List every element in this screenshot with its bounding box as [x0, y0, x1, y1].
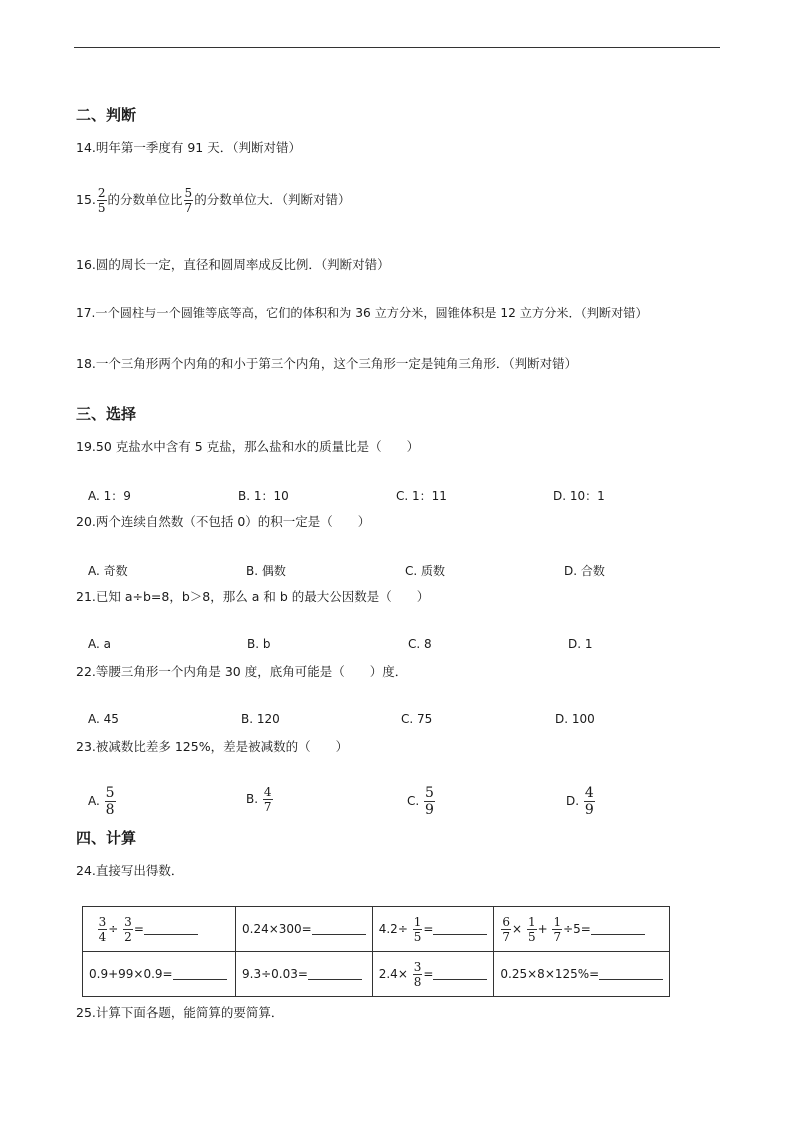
fraction-denominator: 5 — [413, 929, 422, 944]
q15-mid: 的分数单位比 — [107, 192, 183, 207]
fraction-denominator: 7 — [502, 929, 511, 944]
fraction-numerator: 1 — [413, 914, 422, 929]
answer-blank[interactable] — [312, 933, 366, 935]
table-cell[interactable] — [494, 907, 670, 952]
q21-option-c[interactable]: C. 8 — [408, 637, 432, 651]
q22-option-a[interactable]: A. 45 — [88, 712, 119, 726]
section-heading-choice: 三、选择 — [76, 405, 137, 423]
table-cell[interactable] — [83, 952, 236, 997]
answer-blank[interactable] — [433, 933, 487, 935]
q20-option-d[interactable]: D. 合数 — [564, 564, 605, 578]
fraction-1-5 — [527, 916, 537, 943]
q22-option-d[interactable]: D. 100 — [555, 712, 595, 726]
answer-blank[interactable] — [591, 933, 645, 935]
question-22: 22.等腰三角形一个内角是 30 度，底角可能是（ ）度． — [76, 664, 408, 679]
question-15 — [76, 187, 350, 214]
fraction-denominator: 9 — [584, 802, 594, 818]
equals-sign: = — [423, 921, 434, 936]
q23-option-a[interactable] — [88, 786, 117, 817]
question-18: 18.一个三角形两个内角的和小于第三个内角，这个三角形一定是钝角三角形．（判断对错） — [76, 356, 578, 371]
answer-blank[interactable] — [433, 978, 487, 980]
fraction-denominator: 5 — [97, 201, 106, 215]
fraction-4-7 — [263, 786, 273, 813]
fraction-5-7 — [184, 187, 194, 214]
section-heading-calc: 四、计算 — [76, 829, 137, 847]
q22-option-b[interactable]: B. 120 — [241, 712, 280, 726]
question-17: 17.一个圆柱与一个圆锥等底等高，它们的体积和为 36 立方分米，圆锥体积是 12 立方分米．（判断对错） — [76, 306, 648, 320]
table-row — [83, 907, 670, 952]
table-cell[interactable] — [83, 907, 236, 952]
q19-option-d[interactable]: D. 10：1 — [553, 489, 605, 503]
fraction-3-2 — [123, 916, 133, 943]
fraction-denominator: 7 — [263, 800, 272, 814]
fraction-denominator: 8 — [105, 802, 115, 818]
expression: 9.3÷0.03= — [242, 967, 308, 981]
question-14: 14.明年第一季度有 91 天．（判断对错） — [76, 140, 301, 155]
fraction-denominator: 8 — [413, 974, 422, 989]
answer-blank[interactable] — [173, 978, 227, 980]
fraction-5-9 — [424, 786, 435, 817]
question-24: 24.直接写出得数． — [76, 863, 184, 878]
expression: ÷5= — [563, 921, 591, 936]
fraction-6-7 — [501, 916, 511, 943]
question-21: 21.已知 a÷b=8，b＞8，那么 a 和 b 的最大公因数是（ ） — [76, 589, 430, 604]
question-19: 19.50 克盐水中含有 5 克盐，那么盐和水的质量比是（ ） — [76, 439, 420, 454]
q23-option-d[interactable] — [566, 786, 596, 817]
fraction-numerator: 3 — [98, 914, 107, 929]
fraction-numerator: 1 — [553, 914, 562, 929]
table-cell[interactable] — [372, 952, 494, 997]
section-heading-judge: 二、判断 — [76, 106, 137, 124]
q20-option-b[interactable]: B. 偶数 — [246, 564, 286, 578]
fraction-1-7 — [552, 916, 562, 943]
fraction-numerator: 3 — [413, 959, 422, 974]
question-16: 16.圆的周长一定，直径和圆周率成反比例．（判断对错） — [76, 257, 390, 272]
fraction-numerator: 5 — [184, 186, 193, 200]
expression: 0.9+99×0.9= — [89, 967, 173, 981]
fraction-numerator: 1 — [527, 914, 536, 929]
equals-sign: = — [133, 921, 144, 936]
fraction-3-8 — [413, 961, 423, 988]
question-23: 23.被减数比差多 125%，差是被减数的（ ） — [76, 739, 349, 754]
question-20: 20.两个连续自然数（不包括 0）的积一定是（ ） — [76, 514, 371, 529]
fraction-numerator: 2 — [97, 186, 106, 200]
option-label: B. — [246, 792, 259, 806]
q20-option-c[interactable]: C. 质数 — [405, 564, 446, 578]
expression: 2.4× — [378, 966, 408, 981]
table-cell[interactable] — [372, 907, 494, 952]
fraction-denominator: 9 — [425, 802, 434, 818]
fraction-1-5 — [413, 916, 423, 943]
fraction-numerator: 3 — [124, 914, 132, 929]
q21-option-d[interactable]: D. 1 — [568, 637, 593, 651]
operator: ÷ — [108, 921, 119, 936]
operator: × — [512, 921, 523, 936]
answer-blank[interactable] — [308, 978, 362, 980]
fraction-denominator: 7 — [553, 929, 562, 944]
q15-suffix: 的分数单位大．（判断对错） — [194, 192, 351, 207]
q15-prefix: 15. — [76, 192, 96, 207]
fraction-denominator: 4 — [98, 929, 107, 944]
equals-sign: = — [423, 966, 434, 981]
table-cell[interactable] — [494, 952, 670, 997]
expression: 4.2÷ — [378, 921, 408, 936]
q23-option-c[interactable] — [407, 786, 436, 817]
fraction-denominator: 5 — [527, 929, 536, 944]
calculation-table — [82, 906, 670, 997]
answer-blank[interactable] — [599, 978, 663, 980]
option-label: A. — [88, 794, 100, 808]
q19-option-c[interactable]: C. 1：11 — [396, 489, 447, 503]
fraction-denominator: 7 — [184, 201, 193, 215]
fraction-numerator: 5 — [105, 785, 115, 801]
header-rule — [74, 47, 720, 48]
fraction-5-8 — [105, 786, 116, 817]
q21-option-b[interactable]: B. b — [247, 637, 271, 651]
option-label: D. — [566, 794, 580, 808]
answer-blank[interactable] — [144, 933, 198, 935]
q19-option-a[interactable]: A. 1：9 — [88, 489, 131, 503]
option-label: C. — [407, 794, 420, 808]
fraction-denominator: 2 — [124, 929, 132, 944]
fraction-numerator: 4 — [263, 785, 272, 799]
q21-option-a[interactable]: A. a — [88, 637, 111, 651]
fraction-numerator: 6 — [502, 914, 511, 929]
q20-option-a[interactable]: A. 奇数 — [88, 564, 128, 578]
table-cell[interactable] — [236, 952, 373, 997]
table-row — [83, 952, 670, 997]
fraction-numerator: 4 — [584, 785, 594, 801]
table-cell[interactable] — [236, 907, 373, 952]
fraction-3-4 — [98, 916, 108, 943]
question-25: 25.计算下面各题，能简算的要简算． — [76, 1005, 284, 1020]
expression: 0.25×8×125%= — [500, 967, 600, 981]
q23-option-b[interactable] — [246, 786, 274, 813]
expression: 0.24×300= — [242, 922, 312, 936]
operator: + — [537, 921, 548, 936]
fraction-2-5 — [97, 187, 107, 214]
q19-option-b[interactable]: B. 1：10 — [238, 489, 289, 503]
fraction-4-9 — [584, 786, 595, 817]
fraction-numerator: 5 — [425, 785, 434, 801]
q22-option-c[interactable]: C. 75 — [401, 712, 433, 726]
